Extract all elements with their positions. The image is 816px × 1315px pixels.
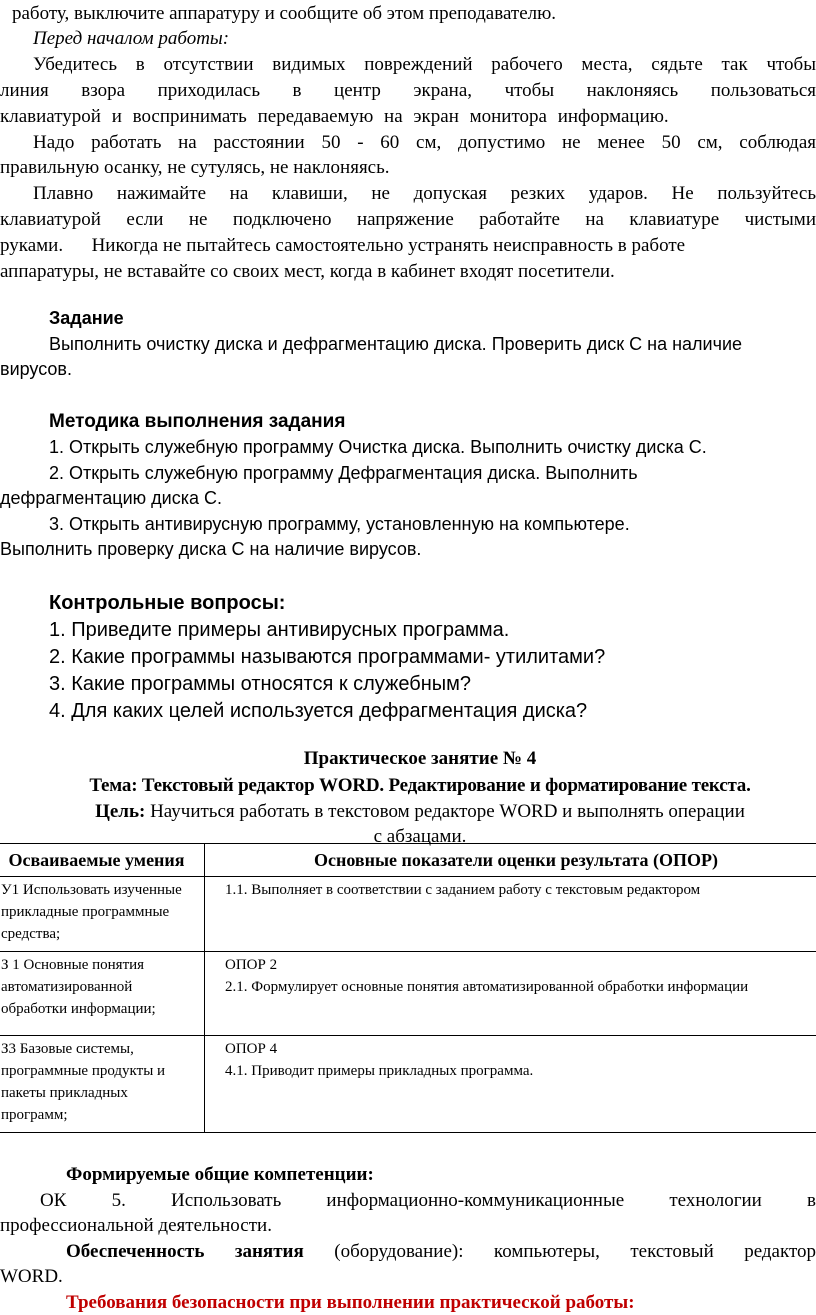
header-skills: Осваиваемые умения — [0, 844, 205, 877]
competence-line: профессиональной деятельности. — [0, 1215, 272, 1236]
method-step: 3. Открыть антивирусную программу, установленную на компьютере. — [49, 514, 630, 534]
paragraph-line: Плавно нажимайте на клавиши, не допуская резких ударов. Не пользуйтесь — [33, 183, 816, 204]
paragraph-line: Убедитесь в отсутствии видимых повреждений рабочего места, сядьте так чтобы — [33, 54, 816, 75]
paragraph-line: правильную осанку, не сутулясь, не наклоняясь. — [0, 157, 390, 178]
opor-title: ОПОР 2 — [225, 957, 278, 973]
goal-label: Цель: — [95, 801, 146, 822]
header-indicators: Основные показатели оценки результата (ОПОР) — [205, 844, 816, 877]
method-step: 2. Открыть служебную программу Дефрагментация диска. Выполнить — [49, 463, 638, 483]
task-heading: Задание — [49, 308, 124, 328]
opor-text: 2.1. Формулирует основные понятия автоматизированной обработки информации — [225, 979, 749, 995]
paragraph-line: клавиатурой и воспринимать передаваемую на экран монитора информацию. — [0, 106, 669, 127]
lesson-goal — [24, 799, 816, 824]
equipment-label: Обеспеченность занятия — [66, 1241, 304, 1262]
indicator-cell — [205, 952, 816, 1036]
equipment-line — [66, 1239, 816, 1264]
question-item: 2. Какие программы называются программами- утилитами? — [49, 646, 606, 668]
opor-text: 1.1. Выполняет в соответствии с заданием работу с текстовым редактором — [225, 882, 701, 898]
lesson-goal-continued: с абзацами. — [373, 826, 467, 847]
table-row — [0, 877, 816, 952]
question-item: 3. Какие программы относятся к служебным? — [49, 673, 472, 695]
method-step: Выполнить проверку диска С на наличие вирусов. — [0, 539, 422, 559]
method-step: дефрагментацию диска С. — [0, 488, 222, 508]
method-step: 1. Открыть служебную программу Очистка диска. Выполнить очистку диска С. — [49, 437, 707, 457]
table-header-row — [0, 844, 816, 877]
question-item: 4. Для каких целей используется дефрагментация диска? — [49, 700, 588, 722]
paragraph-line: Надо работать на расстоянии 50 - 60 см, допустимо не менее 50 см, соблюдая — [33, 132, 816, 153]
equipment-text: (оборудование): компьютеры, текстовый редактор — [303, 1241, 816, 1262]
paragraph-line: аппаратуры, не вставайте со своих мест, когда в кабинет входят посетители. — [0, 261, 615, 282]
equipment-line-continued: WORD. — [0, 1266, 63, 1287]
competence-line: ОК 5. Использовать информационно-коммуникационные технологии в — [40, 1190, 816, 1211]
intro-line: работу, выключите аппаратуру и сообщите об этом преподавателю. — [12, 3, 557, 24]
paragraph-line: руками. Никогда не пытайтесь самостоятельно устранять неисправность в работе — [0, 235, 686, 256]
skill-cell: З 1 Основные понятия автоматизированной обработки информации; — [0, 952, 205, 1036]
task-line: вирусов. — [0, 359, 72, 379]
goal-text: Научиться работать в текстовом редакторе WORD и выполнять операции — [145, 801, 745, 822]
safety-heading: Требования безопасности при выполнении практической работы: — [66, 1292, 635, 1313]
competences-heading: Формируемые общие компетенции: — [66, 1164, 374, 1185]
table-row — [0, 1036, 816, 1133]
skill-cell: З3 Базовые системы, программные продукты и пакеты прикладных программ; — [0, 1036, 205, 1133]
method-heading: Методика выполнения задания — [49, 411, 346, 432]
question-item: 1. Приведите примеры антивирусных программа. — [49, 619, 510, 641]
lesson-topic: Тема: Текстовый редактор WORD. Редактирование и форматирование текста. — [89, 775, 751, 796]
lesson-title: Практическое занятие № 4 — [303, 748, 537, 769]
table-row — [0, 952, 816, 1036]
paragraph-line: клавиатурой если не подключено напряжение работайте на клавиатуре чистыми — [0, 209, 816, 230]
skill-cell: У1 Использовать изученные прикладные программные средства; — [0, 877, 205, 952]
opor-text: 4.1. Приводит примеры прикладных программа. — [225, 1063, 534, 1079]
questions-heading: Контрольные вопросы: — [49, 592, 286, 614]
task-line: Выполнить очистку диска и дефрагментацию диска. Проверить диск С на наличие — [49, 334, 743, 354]
opor-title: ОПОР 4 — [225, 1041, 278, 1057]
paragraph-line: линия взора приходилась в центр экрана, чтобы наклоняясь пользоваться — [0, 80, 816, 101]
assessment-table — [0, 843, 816, 1133]
before-work-heading: Перед началом работы: — [33, 28, 230, 49]
indicator-cell — [205, 1036, 816, 1133]
indicator-cell — [205, 877, 816, 952]
